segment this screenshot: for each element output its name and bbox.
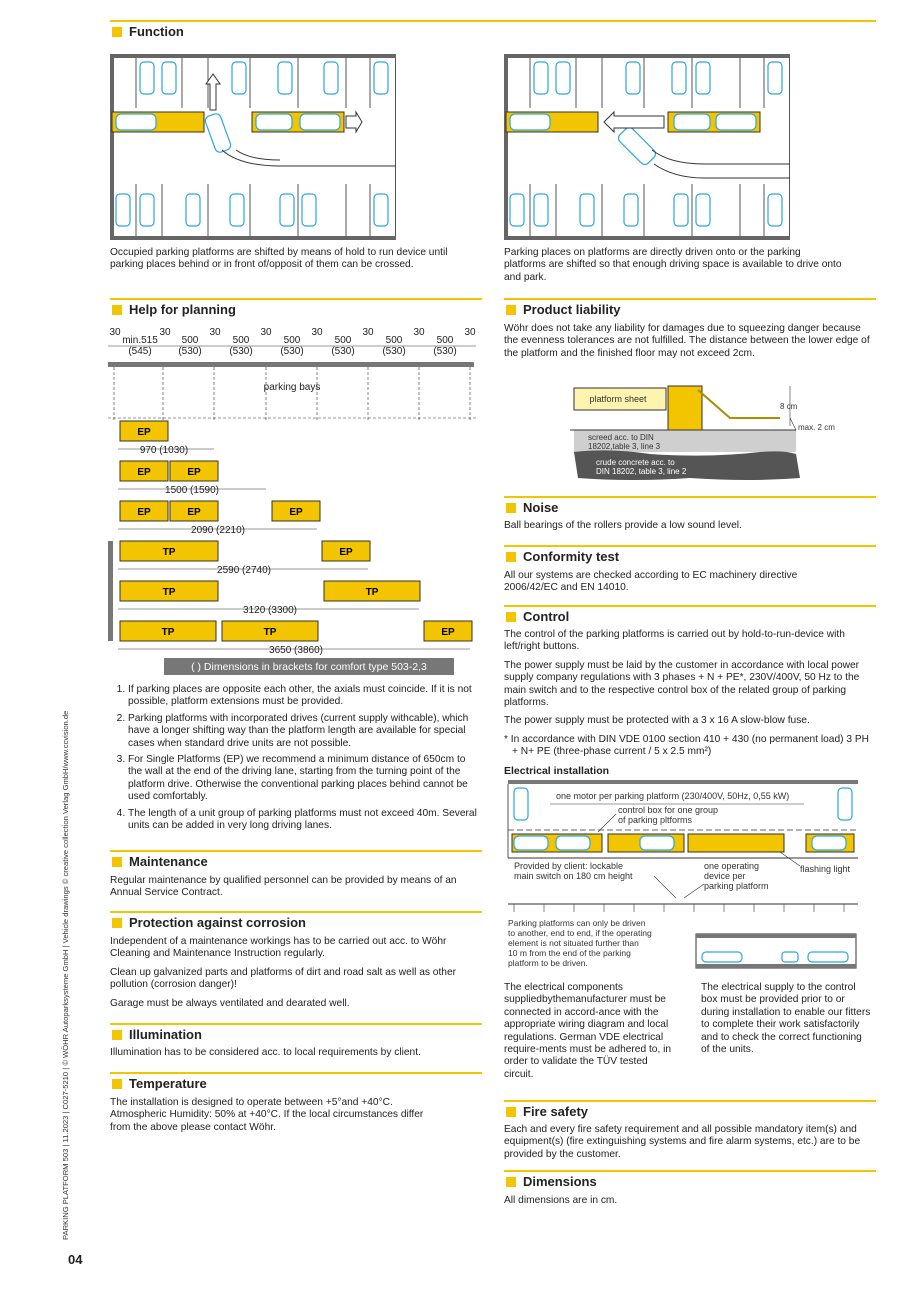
platform-sheet-label: platform sheet xyxy=(589,394,647,404)
parking-bays-label: parking bays xyxy=(263,382,321,393)
liability-diagram xyxy=(570,382,850,486)
ep-label: EP xyxy=(187,507,201,518)
tp-label: TP xyxy=(365,587,379,598)
dim-label: (530) xyxy=(433,346,457,357)
section-noise-header xyxy=(504,496,876,518)
list-item: 3. For Single Platforms (EP) we recommend a minimum distance of 650cm to the wall at the end of the driving lane, starting from the turning point of the platform drive. Otherwise the conventional parking places behind cannot be used comfortably. xyxy=(128,754,480,804)
section-title: Help for planning xyxy=(129,301,236,317)
tp-label: TP xyxy=(161,627,175,638)
maintenance-text: Regular maintenance by qualified personnel can be provided by means of an Annual Service Contract. xyxy=(110,875,457,899)
screed-label: screed acc. to DIN xyxy=(588,433,654,442)
dim-label: (530) xyxy=(178,346,202,357)
dim-label: min.515 xyxy=(122,335,158,346)
section-dimensions-header xyxy=(504,1170,876,1192)
bullet-square-icon xyxy=(506,1107,516,1117)
section-function-header xyxy=(110,20,876,42)
screed-label: 18202,table 3, line 3 xyxy=(588,442,661,451)
dim-label: (530) xyxy=(331,346,355,357)
paragraph: The power supply must be laid by the customer in accordance with local power supply company regulations with 3 phases + N + PE*, 230V/400V, 50 Hz to the main switch and to the respective control box of the related group of parking platforms. xyxy=(504,659,860,709)
control-left-col: The electrical components suppliedbythemanufacturer must be connected in accord-ance with the appropriate wiring diagram and local regulations. German VDE electrical require-ments must be adhered to, in order to validate the TÜV tested circuit. xyxy=(504,982,672,1080)
section-title: Control xyxy=(523,608,570,624)
dim-970: 970 (1030) xyxy=(139,445,189,456)
dim-2590: 2590 (2740) xyxy=(217,565,271,576)
corrosion-text xyxy=(110,936,470,1016)
noise-text: Ball bearings of the rollers provide a low sound level. xyxy=(504,520,742,531)
section-title: Dimensions xyxy=(523,1173,597,1189)
ep-label: EP xyxy=(441,627,455,638)
section-planning-header xyxy=(110,298,482,320)
dim-label: (530) xyxy=(382,346,406,357)
paragraph: Clean up galvanized parts and platforms of dirt and road salt as well as other pollution (corrosion danger)! xyxy=(110,966,457,991)
dim-label: 500 xyxy=(181,335,199,346)
electrical-installation-heading: Electrical installation xyxy=(504,764,610,777)
dim-label: 30 xyxy=(413,327,425,338)
device-label: device per xyxy=(704,871,746,881)
bullet-square-icon xyxy=(506,612,516,622)
function-caption-left: Occupied parking platforms are shifted by means of hold to run device until parking places behind or in front of/opposit of them can be crossed. xyxy=(110,247,448,271)
device-label: parking platform xyxy=(704,881,769,891)
bullet-square-icon xyxy=(506,552,516,562)
dim-label: 30 xyxy=(159,327,171,338)
paragraph: * In accordance with DIN VDE 0100 section 410 + 430 (no permanent load) 3 PH + N+ PE (three-phase current / 5 x 2.5 mm²) xyxy=(504,733,869,758)
ep-label: EP xyxy=(137,467,151,478)
paragraph: The power supply must be protected with a 3 x 16 A slow-blow fuse. xyxy=(504,715,810,727)
tp-label: TP xyxy=(162,587,176,598)
function-caption-right: Parking places on platforms are directly driven onto or the parking platforms are shifted so that enough driving space is available to drive onto and park. xyxy=(504,247,842,283)
section-title: Conformity test xyxy=(523,548,620,564)
client-label: Provided by client: lockable xyxy=(514,861,624,871)
control-box-label: control box for one group xyxy=(618,805,719,815)
end-note: platform to be driven. xyxy=(508,958,588,968)
dim-label: 500 xyxy=(334,335,352,346)
section-corrosion-header xyxy=(110,911,482,933)
crude-label: crude concrete acc. to xyxy=(596,458,675,467)
section-control-header xyxy=(504,605,876,627)
tp-label: TP xyxy=(162,547,176,558)
dim-label: (530) xyxy=(229,346,253,357)
dim-label: 500 xyxy=(283,335,301,346)
conformity-text: All our systems are checked according to EC machinery directive 2006/42/EC and EN 14010. xyxy=(504,570,798,594)
dim-3120: 3120 (3300) xyxy=(243,605,297,616)
dim-label: 500 xyxy=(232,335,250,346)
function-diagram-left xyxy=(110,54,396,240)
bullet-square-icon xyxy=(506,503,516,513)
control-text xyxy=(504,629,872,777)
bullet-square-icon xyxy=(112,918,122,928)
bullet-square-icon xyxy=(112,1079,122,1089)
bullet-square-icon xyxy=(506,305,516,315)
paragraph: The control of the parking platforms is carried out by hold-to-run-device with left/right buttons. xyxy=(504,629,845,653)
device-label: one operating xyxy=(704,861,760,871)
ep-label: EP xyxy=(187,467,201,478)
fire-text: Each and every fire safety requirement and all possible mandatory item(s) and equipment(s) (fire extinguishing systems and fire alarm systems, etc.) are to be provided by the customer. xyxy=(504,1124,861,1160)
dim-label: 30 xyxy=(209,327,221,338)
section-fire-header xyxy=(504,1100,876,1122)
ep-label: EP xyxy=(339,547,353,558)
bullet-square-icon xyxy=(112,1030,122,1040)
dim-3650: 3650 (3860) xyxy=(269,645,323,656)
dim-2090: 2090 (2210) xyxy=(191,525,245,536)
bullet-square-icon xyxy=(112,305,122,315)
motor-label: one motor per parking platform (230/400V, 50Hz, 0,55 kW) xyxy=(556,791,790,801)
dim-label: 500 xyxy=(436,335,454,346)
dim-8cm: 8 cm xyxy=(780,402,798,411)
dimensions-text: All dimensions are in cm. xyxy=(504,1195,618,1206)
list-item: 1. If parking places are opposite each other, the axials must coincide. If it is not possible, platform extensions must be provided. xyxy=(128,684,480,709)
section-maintenance-header xyxy=(110,850,482,872)
section-title: Fire safety xyxy=(523,1103,589,1119)
section-title: Temperature xyxy=(129,1075,207,1091)
dim-label: 30 xyxy=(109,327,121,338)
planning-diagram xyxy=(106,324,478,676)
dim-label: 30 xyxy=(464,327,476,338)
flashing-light-label: flashing light xyxy=(800,864,851,874)
temperature-text: The installation is designed to operate between +5°and +40°C. Atmospheric Humidity: 50% at +40°C. If the local circumstances differ from the above please contact Wöhr. xyxy=(110,1097,424,1133)
bullet-square-icon xyxy=(112,27,122,37)
planning-list xyxy=(110,684,480,836)
liability-text: Wöhr does not take any liability for damages due to squeezing danger because the evenness tolerances are not fulfilled. The distance between the lower edge of the platform and the finished floor may not exceed 2cm. xyxy=(504,323,870,359)
bullet-square-icon xyxy=(506,1177,516,1187)
tp-label: TP xyxy=(263,627,277,638)
dim-1500: 1500 (1590) xyxy=(165,485,219,496)
illumination-text: Illumination has to be considered acc. to local requirements by client. xyxy=(110,1047,421,1058)
ep-label: EP xyxy=(137,427,151,438)
dim-label: 30 xyxy=(311,327,323,338)
bullet-square-icon xyxy=(112,857,122,867)
ep-label: EP xyxy=(289,507,303,518)
comfort-note: ( ) Dimensions in brackets for comfort type 503-2,3 xyxy=(191,661,427,673)
section-liability-header xyxy=(504,298,876,320)
dim-label: 500 xyxy=(385,335,403,346)
control-box-label: of parking pltforms xyxy=(618,815,693,825)
paragraph: Independent of a maintenance workings has to be carried out acc. to Wöhr Cleaning and Maintenance Instruction regularly. xyxy=(110,936,447,960)
end-note: element is not situated further than xyxy=(508,938,639,948)
section-title: Maintenance xyxy=(129,853,208,869)
dim-label: (545) xyxy=(128,346,152,357)
client-label: main switch on 180 cm height xyxy=(514,871,633,881)
crude-label: DIN 18202, table 3, line 2 xyxy=(596,467,687,476)
section-title: Function xyxy=(129,23,184,39)
list-item: 4. The length of a unit group of parking platforms must not exceed 40m. Several units can be added in very long driving lanes. xyxy=(128,808,480,833)
section-title: Noise xyxy=(523,499,559,515)
electrical-diagram xyxy=(504,780,864,976)
paragraph: Garage must be always ventilated and dearated well. xyxy=(110,997,350,1009)
dim-label: (530) xyxy=(280,346,304,357)
section-illumination-header xyxy=(110,1023,482,1045)
section-temperature-header xyxy=(110,1072,482,1094)
end-note: Parking platforms can only be driven xyxy=(508,918,646,928)
vertical-footer-text: PARKING PLATFORM 503 | 11.2023 | C027-5210 | © WÖHR Autoparksysteme GmbH | Vehicle drawings © creative collection Verlag GmbH/www.ccvision.de xyxy=(61,710,70,1240)
section-title: Product liability xyxy=(523,301,621,317)
list-item: 2. Parking platforms with incorporated drives (current supply withcable), which have a longer shifting way than the platform length are available for special cases when standard drive units are not possible. xyxy=(128,713,480,750)
page-number: 04 xyxy=(68,1252,83,1267)
section-title: Illumination xyxy=(129,1026,202,1042)
end-note: to another, end to end, if the operating xyxy=(508,928,652,938)
control-right-col: The electrical supply to the control box must be provided prior to or during installation to enable our fitters to complete their work satisfactorily and to check the correct functioning of the units. xyxy=(701,982,871,1056)
ep-label: EP xyxy=(137,507,151,518)
section-title: Protection against corrosion xyxy=(129,914,306,930)
end-note: 10 m from the end of the parking xyxy=(508,948,631,958)
dim-label: 30 xyxy=(260,327,272,338)
dim-label: 30 xyxy=(362,327,374,338)
function-diagram-right xyxy=(504,54,790,240)
dim-max2: max. 2 cm xyxy=(798,423,835,432)
section-conformity-header xyxy=(504,545,876,567)
